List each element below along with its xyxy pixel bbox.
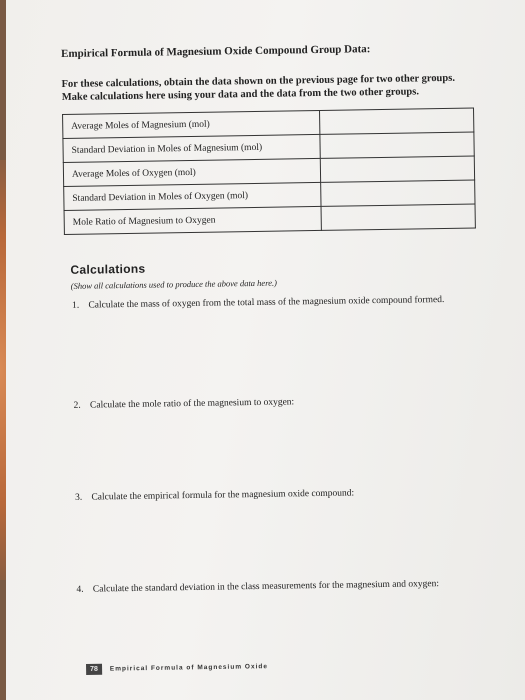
question-number: 4. xyxy=(76,584,84,595)
page-title: Empirical Formula of Magnesium Oxide Compound Group Data: xyxy=(61,43,371,60)
question-item xyxy=(74,394,497,411)
row-label: Standard Deviation in Moles of Oxygen (mol) xyxy=(64,182,321,210)
row-label: Average Moles of Magnesium (mol) xyxy=(63,110,320,138)
row-label: Average Moles of Oxygen (mol) xyxy=(63,158,320,186)
instructions-text: For these calculations, obtain the data shown on the previous page for two other groups. Make calculations here using your data and the data from the two other groups. xyxy=(61,72,456,103)
value-cell[interactable] xyxy=(320,108,474,134)
row-label: Standard Deviation in Moles of Magnesium (mol) xyxy=(63,134,320,162)
calculations-heading: Calculations xyxy=(70,261,146,277)
value-cell[interactable] xyxy=(321,204,475,230)
value-cell[interactable] xyxy=(321,180,475,206)
question-number: 1. xyxy=(71,300,80,311)
question-item xyxy=(75,486,498,503)
question-item xyxy=(72,294,495,311)
page-number: 78 xyxy=(86,664,102,675)
table-row xyxy=(64,204,475,234)
page-footer xyxy=(86,661,268,675)
group-data-table xyxy=(62,108,476,235)
value-cell[interactable] xyxy=(320,132,474,158)
calculations-note: (Show all calculations used to produce the above data here.) xyxy=(70,277,277,291)
question-text: Calculate the empirical formula for the magnesium oxide compound: xyxy=(91,488,355,503)
row-label: Mole Ratio of Magnesium to Oxygen xyxy=(64,206,321,234)
running-title: Empirical Formula of Magnesium Oxide xyxy=(109,663,269,673)
worksheet-content xyxy=(61,41,500,595)
question-text: Calculate the standard deviation in the class measurements for the magnesium and oxygen: xyxy=(92,579,440,595)
question-number: 2. xyxy=(73,400,81,411)
value-cell[interactable] xyxy=(320,156,474,182)
question-text: Calculate the mole ratio of the magnesium to oxygen: xyxy=(89,397,295,411)
question-number: 3. xyxy=(74,492,83,503)
question-text: Calculate the mass of oxygen from the total mass of the magnesium oxide compound formed. xyxy=(88,295,445,311)
question-item xyxy=(76,578,499,595)
worksheet-page xyxy=(6,0,525,700)
